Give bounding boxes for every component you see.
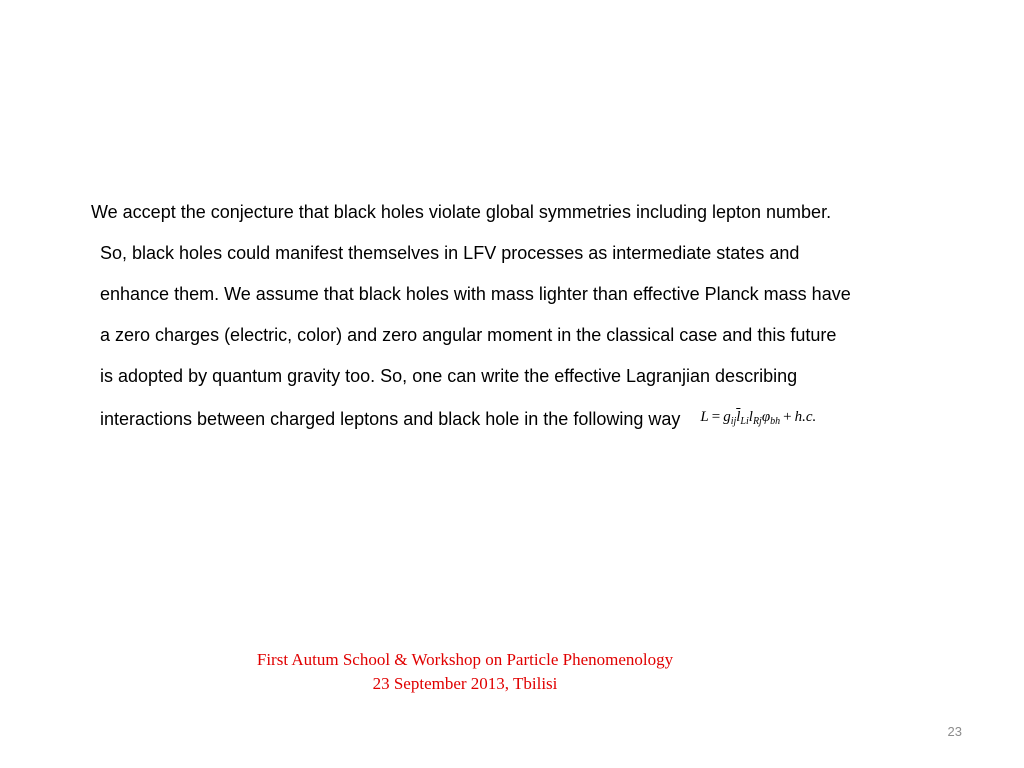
- formula-g: g: [723, 409, 731, 425]
- formula-equals: =: [711, 409, 721, 425]
- paragraph-line-3: enhance them. We assume that black holes with mass lighter than effective Planck mass have: [100, 284, 851, 304]
- footer-line-1: First Autum School & Workshop on Particle Phenomenology: [256, 650, 674, 669]
- formula-phi: φ: [761, 409, 771, 425]
- formula-l-sub: Rj: [752, 416, 762, 427]
- page-number: 23: [947, 724, 962, 739]
- paragraph-line-4: a zero charges (electric, color) and zero angular moment in the classical case and this future: [100, 325, 837, 345]
- paragraph-line-6-text: interactions between charged leptons and black hole in the following way: [100, 409, 681, 429]
- footer-line-2: 23 September 2013, Tbilisi: [372, 674, 558, 693]
- paragraph-line-5: is adopted by quantum gravity too. So, one can write the effective Lagranjian describing: [100, 366, 798, 386]
- paragraph-line-1: We accept the conjecture that black holes violate global symmetries including lepton number.: [91, 202, 832, 222]
- body-paragraph: [91, 196, 991, 442]
- formula-lbar: $\overline{l}$: [736, 409, 741, 425]
- lagrangian-formula: [700, 401, 816, 438]
- formula-plus: +: [783, 409, 792, 425]
- paragraph-line-6: [91, 401, 991, 442]
- formula-l: l: [748, 409, 753, 425]
- formula-hc: h.c.: [794, 409, 817, 425]
- formula-phi-sub: bh: [770, 416, 781, 427]
- paragraph-line-2: So, black holes could manifest themselves in LFV processes as intermediate states and: [100, 243, 800, 263]
- formula-L: L: [700, 409, 709, 425]
- formula-lbar-sub: Li: [740, 416, 749, 427]
- formula-g-sub: ij: [730, 416, 737, 427]
- footer-conference: [0, 648, 930, 696]
